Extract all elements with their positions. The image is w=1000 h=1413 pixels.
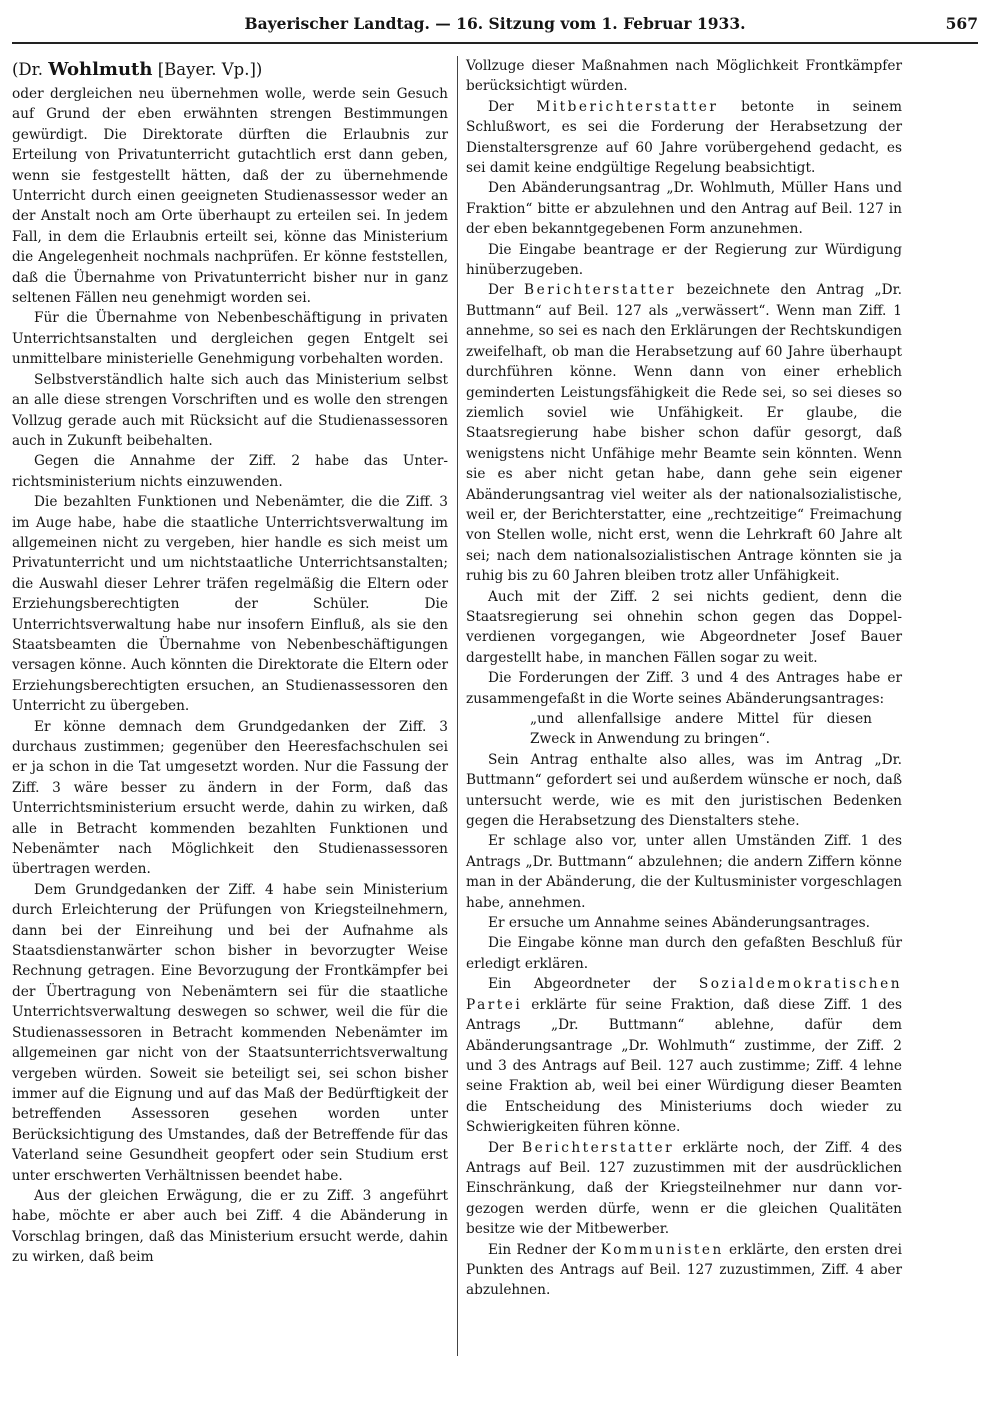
paragraph (466, 280, 902, 586)
paragraph: Die Forderungen der Ziff. 3 und 4 des Antrages habe er zusammengefaßt in die Worte seines Abänderungsantrages: (466, 670, 902, 707)
paragraph: oder dergleichen neu übernehmen wolle, werde sein Gesuch auf Grund der eben erwähnten strengen Bestimmungen gewürdigt. Die Direktorate dürften die Erlaubnis zur Erteilung von Privatunterricht gutachtlich erst dann geben, wenn sie festgestellt hätten, daß der zu übernehmende Unterricht durch einen geeigneten Studienassessor weder an der Anstalt noch am Orte überhaupt zu erteilen sei. In jedem Fall, in dem die Erlaubnis erteilt sei, könne das Ministerium die Angelegenheit nochmals nachprüfen. Er könne feststellen, daß die Übernahme von Privatunterricht bisher nur in ganz seltenen Fällen neu genehmigt worden sei. (12, 86, 448, 307)
paragraph: Er könne demnach dem Grundgedanken der Ziff. 3 durchaus zustimmen; gegenüber den Heeresfachschulen sei er ja schon in die Tat umgesetzt worden. Nur die Fassung der Ziff. 3 wäre besser zu ändern in der Form, daß das Unterrichtsministerium ersucht werde, dahin zu wirken, daß alle in Betracht kommenden bezahlten Funktionen und Nebenämter nach Möglichkeit den Studienassessoren übertragen werden. (12, 718, 448, 878)
paragraph-lead: Der (488, 282, 514, 299)
paragraph: Die Eingabe könne man durch den gefaßten Beschluß für erledigt erklären. (466, 935, 902, 972)
paragraph: Er ersuche um Annahme seines Abänderungsantrages. (488, 915, 871, 932)
paragraph-text: bezeichnete den Antrag „Dr. Buttmann“ auf Beil. 127 als „verwässert“. Wenn man Ziff. 1 annehme, so sei es nach den Erklärungen der Rechtskundigen zweifelhaft, ob man die Herabsetzung auf 60 Jahre überhaupt durchführen könne. Wenn dann von einer erheblich geminderten Leistungsfähigkeit die Rede sei, so sei dieses so ziemlich soviel wie Unfähigkeit. Er glaube, die Staatsregierung habe bisher schon dafür gesorgt, daß wenigstens nicht Unfähige mehr Beamte sein könnten. Wenn sie es aber nicht getan habe, dann gehe sein eigener Abänderungsantrag viel weiter als der nationalsozialistische, weil er, der Berichterstatter, eine „rechtzeitige“ Freimachung von Stellen wolle, nicht erst, wenn die Lehrkraft 60 Jahre alt sei; nach dem nationalsozialistischen Antrage könnten sie ja ruhig bis zu 60 Jahren bleiben trotz aller Unfähigkeit. (466, 282, 903, 585)
party-label: Kommunisten (600, 1241, 724, 1258)
role-label: Mitberichterstatter (536, 98, 719, 115)
role-label: Berichterstatter (524, 282, 677, 299)
paragraph-lead: Der (488, 1139, 514, 1156)
paragraph: Gegen die Annahme der Ziff. 2 habe das Unterrichtsministerium nichts einzuwenden. (12, 453, 448, 490)
page-number: 567 (945, 14, 978, 33)
paragraph (466, 974, 902, 1137)
paragraph: Dem Grundgedanken der Ziff. 4 habe sein Ministerium durch Erleichterung der Prüfungen von Kriegsteilnehmern, dann bei der Einreihung und bei der Aufnahme als Staatsdienstanwärter schon bisher in bevorzugter Weise Rechnung getragen. Eine Bevorzugung der Frontkämpfer bei der Übertragung von Nebenämtern sei für die staatliche Unterrichtsverwaltung deswegen so schwer, weil die für die Studienassessoren in Betracht kommenden Nebenämter im allgemeinen gar nicht von der Staatsunterrichtsverwaltung vergeben würden. Soweit sie beteiligt sei, sei schon bisher immer auf die Eignung und auf das Maß der Bedürftigkeit der betreffenden Assessoren gesehen worden unter Berücksichtigung des Umstandes, daß der Betreffende für das Vaterland seine Gesundheit geopfert oder sein Studium erst unter erschwerten Verhältnissen beendet habe. (12, 881, 448, 1184)
paragraph: Sein Antrag enthalte also alles, was im Antrag „Dr. Buttmann“ gefordert sei und außerdem wünsche er noch, daß untersucht werde, wie es mit den juristischen Bedenken gegen die Herabsetzung des Dienstalters stehe. (466, 751, 902, 830)
paragraph-lead: Ein Abgeordneter der (488, 976, 677, 993)
paragraph (466, 97, 902, 179)
left-column (12, 56, 448, 1268)
header-title: Bayerischer Landtag. — 16. Sitzung vom 1. Februar 1933. (244, 14, 746, 33)
party-label: Sozialdemokratischen Partei (466, 976, 903, 1013)
running-header (12, 12, 978, 44)
paragraph: Den Abänderungsantrag „Dr. Wohlmuth, Müller Hans und Fraktion“ bitte er abzulehnen und den Antrag auf Beil. 127 in der eben bekanntgegebenen Form anzunehmen. (466, 180, 902, 238)
paragraph: Für die Übernahme von Nebenbeschäftigung in privaten Unterrichtsanstalten und dergleichen gegen Entgelt sei unmittelbare ministerielle Genehmigung vorbehalten worden. (12, 310, 448, 368)
paragraph: Selbstverständlich halte sich auch das Ministerium selbst an alle diese strengen Vorschriften und es wolle den strengen Vollzug gerade auch mit Rücksicht auf die Studienassessoren auch in Zukunft beibehalten. (12, 371, 448, 449)
paragraph-text: erklärte für seine Fraktion, daß diese Ziff. 1 des Antrags „Dr. Buttmann“ ablehne, dafür dem Abänderungsantrage „Dr. Wohlmuth“ zustimme, der Ziff. 2 und 3 des Antrags auf Beil. 127 auch zustimme; Ziff. 4 lehne seine Fraktion ab, weil bei einer Würdigung dieser Beamten die Entscheidung des Ministeriums doch wieder zu Schwierigkeiten führen könne. (466, 996, 902, 1136)
speaker-name: Wohlmuth (48, 59, 153, 80)
paragraph: Aus der gleichen Erwägung, die er zu Ziff. 3 angeführt habe, möchte er aber auch bei Ziff. 4 die Abänderung in Vorschlag bringen, daß das Ministerium ersucht werde, dahin zu wirken, daß beim (12, 1187, 448, 1266)
paragraph: Vollzuge dieser Maßnahmen nach Möglichkeit Frontkämpfer berücksichtigt würden. (466, 58, 902, 95)
speaker-line (12, 56, 448, 84)
speaker-open: (Dr. (12, 60, 43, 79)
paragraph-lead: Ein Redner der (488, 1241, 596, 1258)
paragraph: Er schlage also vor, unter allen Umständen Ziff. 1 des Antrags „Dr. Buttmann“ abzulehnen; die andern Ziffern könne man in der Abänderung, die der Kultusminister vorgeschlagen habe, annehmen. (466, 833, 902, 911)
paragraph (466, 1138, 902, 1240)
paragraph: Auch mit der Ziff. 2 sei nichts gedient, denn die Staatsregierung sei ohnehin schon gegen das Doppelverdienen vorgegangen, wie Abgeordneter Josef Bauer dargestellt habe, in manchen Fällen sogar zu weit. (466, 588, 902, 666)
role-label: Berichterstatter (522, 1139, 675, 1156)
paragraph (466, 1240, 902, 1301)
paragraph: Die Eingabe beantrage er der Regierung zur Würdigung hinüberzugeben. (466, 241, 902, 279)
right-column (466, 56, 902, 1301)
quotation: „und allenfallsige andere Mittel für diesen Zweck in Anwendung zu bringen“. (530, 711, 872, 748)
speaker-party: [Bayer. Vp.]) (157, 60, 263, 79)
column-divider (457, 56, 458, 1356)
paragraph-text: erklärte noch, der Ziff. 4 des Antrags auf Beil. 127 zuzustimmen mit der ausdrücklichen Einschränkung, daß der Kriegsteilnehmer nur dann vorgezogen werden dürfe, wenn er die gleichen Qualitäten besitze wie der Mitbewerber. (466, 1139, 902, 1238)
paragraph-text: betonte in seinem Schlußwort, es sei die Forderung der Herabsetzung der Dienstaltersgrenze auf 60 Jahre vorübergehend gedacht, es sei damit keine endgültige Regelung beabsichtigt. (466, 98, 902, 177)
paragraph-lead: Der (488, 98, 514, 115)
paragraph-text: erklärte, den ersten drei Punkten des Antrags auf Beil. 127 zuzustimmen, Ziff. 4 aber abzulehnen. (466, 1241, 903, 1299)
paragraph: Die bezahlten Funktionen und Nebenämter, die die Ziff. 3 im Auge habe, habe die staatliche Unterrichtsverwaltung im allgemeinen nicht zu vergeben, hier handle es sich meist um Privatunterricht und um nichtstaatliche Unterrichtsanstalten; die Auswahl dieser Lehrer träfen regelmäßig die Eltern oder Erziehungsberechtigten der Schüler. Die Unterrichtsverwaltung habe nur insofern Einfluß, als sie den Staatsbeamten die Übernahme von Nebenbeschäftigungen versagen könne. Auch könnten die Direktorate die Eltern oder Erziehungsberechtigten ersuchen, an Studienassessoren den Unterricht zu übergeben. (12, 494, 448, 715)
